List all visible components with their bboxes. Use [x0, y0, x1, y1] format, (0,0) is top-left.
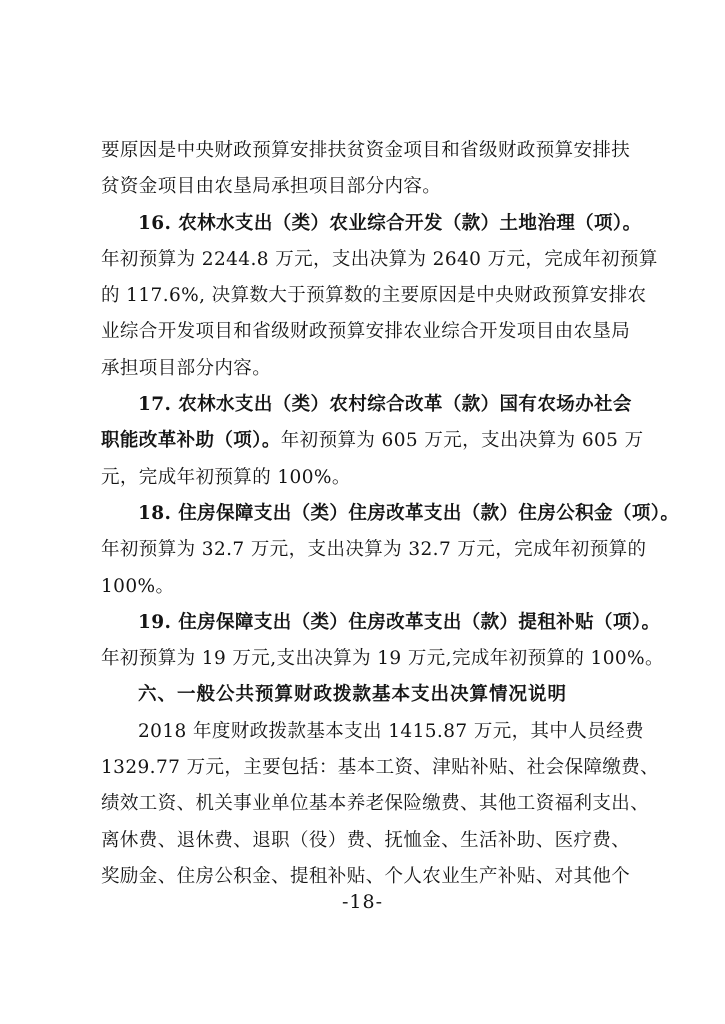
text-line	[101, 387, 632, 423]
text-segment: 业综合开发项目和省级财政预算安排农业综合开发项目由农垦局	[101, 321, 631, 343]
text-segment: 奖励金、住房公积金、提租补贴、个人农业生产补贴、对其他个	[101, 865, 631, 887]
text-line	[101, 786, 650, 822]
text-segment: 2018 年度财政拨款基本支出 1415.87 万元，其中人员经费	[138, 720, 644, 742]
document-lines	[101, 133, 680, 895]
text-segment: 元，完成年初预算的 100%。	[101, 466, 351, 488]
text-segment: 17. 农林水支出（类）农村综合改革（款）国有农场办社会	[138, 394, 632, 416]
text-segment: 16. 农林水支出（类）农业综合开发（款）土地治理（项）。	[138, 212, 642, 234]
text-segment: 18. 住房保障支出（类）住房改革支出（款）住房公积金（项）。	[138, 502, 680, 524]
text-line	[101, 605, 661, 641]
section-heading	[101, 677, 629, 713]
text-line	[101, 823, 629, 859]
text-segment: 年初预算为 19 万元,支出决算为 19 万元,完成年初预算的 100%。	[101, 648, 664, 670]
text-line	[101, 169, 629, 205]
text-segment: 贫资金项目由农垦局承担项目部分内容。	[101, 176, 442, 198]
page-number: -18-	[341, 891, 384, 913]
text-line	[101, 206, 642, 242]
text-line	[101, 496, 680, 532]
text-segment: 年初预算为 32.7 万元，支出决算为 32.7 万元，完成年初预算的	[101, 539, 647, 561]
text-line	[101, 460, 629, 496]
text-segment: 年初预算为 605 万元，支出决算为 605 万	[280, 430, 644, 452]
text-line	[101, 314, 629, 350]
text-segment: 1329.77 万元，主要包括：基本工资、津贴补贴、社会保障缴费、	[101, 757, 660, 779]
text-segment: 离休费、退休费、退职（役）费、抚恤金、生活补助、医疗费、	[101, 829, 631, 851]
text-line	[101, 351, 629, 387]
text-line	[101, 133, 629, 169]
text-line	[101, 278, 647, 314]
text-line	[101, 242, 658, 278]
text-segment: 100%。	[101, 575, 175, 597]
text-segment: 职能改革补助（项）。	[101, 430, 281, 452]
text-segment: 年初预算为 2244.8 万元，支出决算为 2640 万元，完成年初预算	[101, 248, 658, 270]
text-segment: 承担项目部分内容。	[101, 357, 272, 379]
text-line	[101, 641, 664, 677]
text-segment: 绩效工资、机关事业单位基本养老保险缴费、其他工资福利支出、	[101, 793, 650, 815]
text-segment: 要原因是中央财政预算安排扶贫资金项目和省级财政预算安排扶	[101, 140, 631, 161]
text-line	[101, 859, 629, 895]
text-segment: 19. 住房保障支出（类）住房改革支出（款）提租补贴（项）。	[138, 611, 661, 633]
text-line	[101, 532, 647, 568]
text-line	[101, 569, 629, 605]
text-segment: 的 117.6%, 决算数大于预算数的主要原因是中央财政预算安排农	[101, 285, 647, 307]
text-line	[101, 423, 644, 459]
text-segment: 六、一般公共预算财政拨款基本支出决算情况说明	[138, 684, 568, 706]
text-line	[101, 714, 644, 750]
text-line	[101, 750, 660, 786]
